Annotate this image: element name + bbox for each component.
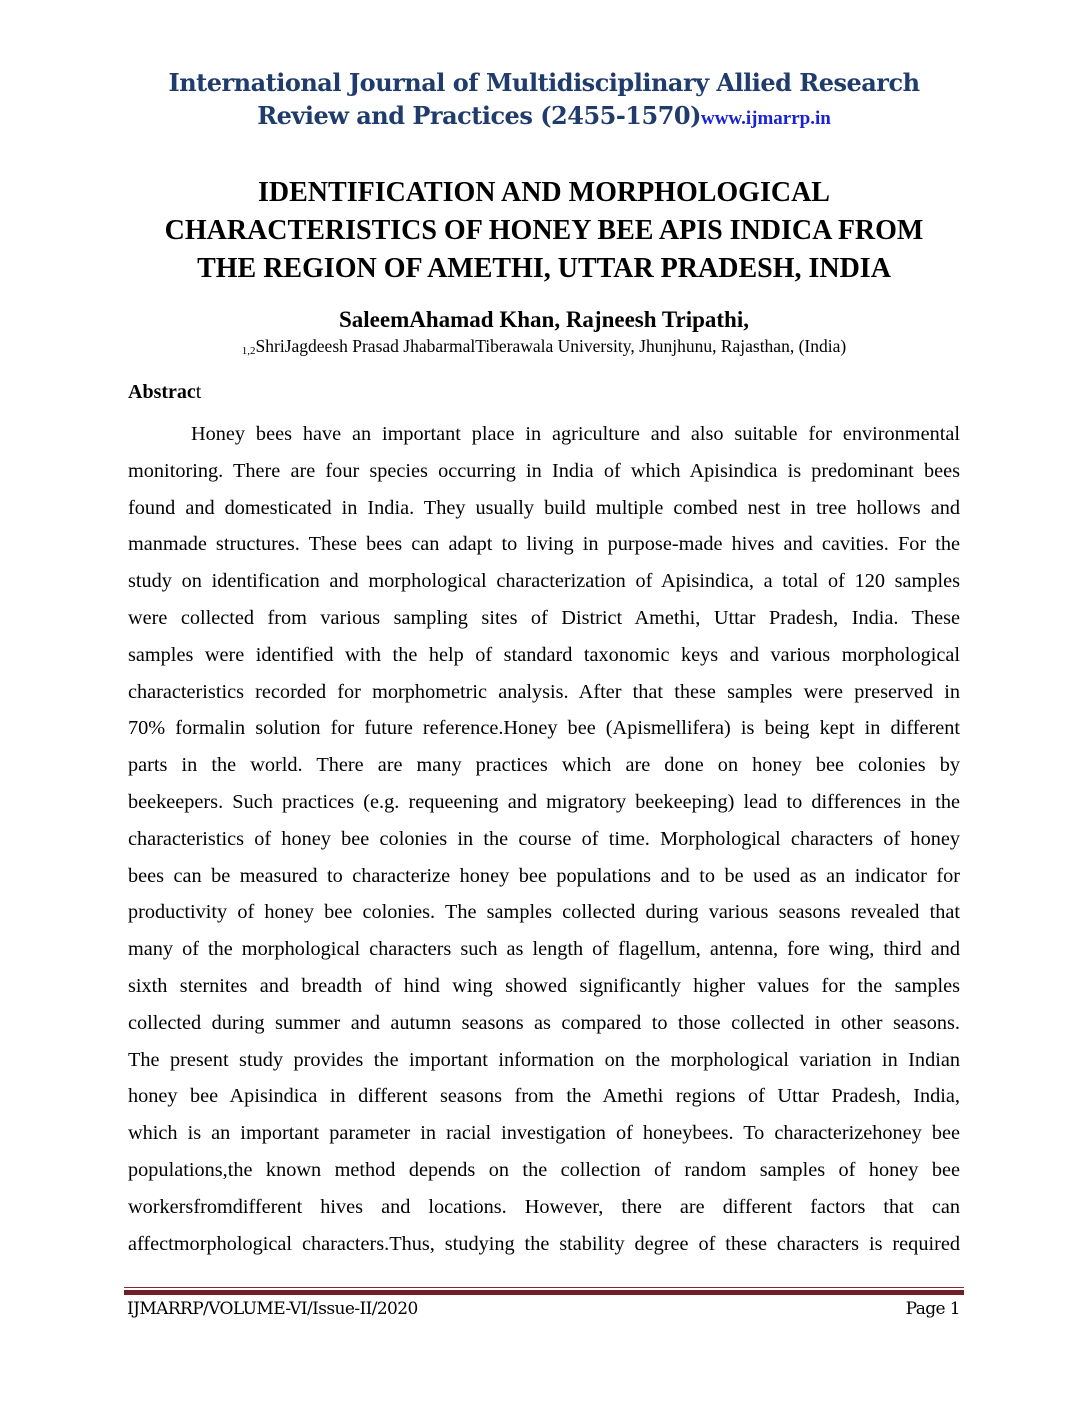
abstract-body xyxy=(128,416,960,1262)
abstract-line: bees can be measured to characterize honey bee populations and to be used as an indicator for xyxy=(128,864,960,887)
abstract-line: found and domesticated in India. They usually build multiple combed nest in tree hollows and xyxy=(128,496,960,519)
abstract-line: parts in the world. There are many practices which are done on honey bee colonies by xyxy=(128,754,960,777)
abstract-line: were collected from various sampling sites of District Amethi, Uttar Pradesh, India. These xyxy=(128,606,960,629)
authors: SaleemAhamad Khan, Rajneesh Tripathi, xyxy=(338,307,749,332)
abstract-line: study on identification and morphological characterization of Apisindica, a total of 120 samples xyxy=(128,570,960,593)
abstract-line: manmade structures. These bees can adapt to living in purpose-made hives and cavities. For the xyxy=(128,533,960,556)
abstract-line: 70% formalin solution for future reference.Honey bee (Apismellifera) is being kept in different xyxy=(128,717,960,740)
paper-title xyxy=(0,174,1088,288)
abstract-line: The present study provides the important information on the morphological variation in Indian xyxy=(128,1048,960,1071)
abstract-line: samples were identified with the help of standard taxonomic keys and various morphological xyxy=(128,643,960,666)
abstract-line: productivity of honey bee colonies. The samples collected during various seasons revealed that xyxy=(128,901,960,924)
affiliation-marker: 1,2 xyxy=(241,345,256,357)
abstract-line: monitoring. There are four species occurring in India of which Apisindica is predominant bees xyxy=(128,459,960,482)
abstract-line: Honey bees have an important place in agriculture and also suitable for environmental xyxy=(191,423,960,445)
abstract-heading-bold: Abstrac xyxy=(128,381,196,403)
abstract-line: populations,the known method depends on the collection of random samples of honey bee xyxy=(128,1158,960,1181)
footer-rule-thin xyxy=(124,1287,964,1288)
abstract-heading-rest: t xyxy=(195,381,202,403)
affiliation-text: ShriJagdeesh Prasad JhabarmalTiberawala University, Jhunjhunu, Rajasthan, (India) xyxy=(255,336,847,356)
footer-page-number: Page 1 xyxy=(905,1299,960,1319)
journal-header xyxy=(0,66,1088,135)
journal-url-link[interactable]: www.ijmarrp.in xyxy=(700,108,831,129)
abstract-line: beekeepers. Such practices (e.g. requeening and migratory beekeeping) lead to differences in the xyxy=(128,790,960,813)
title-line: THE REGION OF AMETHI, UTTAR PRADESH, INDIA xyxy=(197,253,891,284)
abstract-heading xyxy=(128,381,201,404)
abstract-line: honey bee Apisindica in different seasons from the Amethi regions of Uttar Pradesh, India, xyxy=(128,1085,960,1108)
abstract-line: many of the morphological characters such as length of flagellum, antenna, fore wing, third and xyxy=(128,938,960,961)
footer-issue: IJMARRP/VOLUME-VI/Issue-II/2020 xyxy=(127,1299,418,1319)
abstract-line: characteristics recorded for morphometric analysis. After that these samples were preserved in xyxy=(128,680,960,703)
journal-title-line1: International Journal of Multidisciplinary Allied Research xyxy=(168,68,920,97)
footer-rule-thick xyxy=(124,1290,964,1295)
title-line: IDENTIFICATION AND MORPHOLOGICAL xyxy=(258,177,830,208)
abstract-line: collected during summer and autumn seasons as compared to those collected in other seasons. xyxy=(128,1011,960,1034)
title-line: CHARACTERISTICS OF HONEY BEE APIS INDICA FROM xyxy=(164,215,924,246)
abstract-line: workersfromdifferent hives and locations. However, there are different factors that can xyxy=(128,1195,960,1218)
affiliation xyxy=(0,336,1088,357)
abstract-line: sixth sternites and breadth of hind wing showed significantly higher values for the samples xyxy=(128,974,960,997)
abstract-line: affectmorphological characters.Thus, studying the stability degree of these characters is required xyxy=(128,1232,960,1255)
abstract-line: which is an important parameter in racial investigation of honeybees. To characterizehoney bee xyxy=(128,1122,960,1145)
abstract-line: characteristics of honey bee colonies in the course of time. Morphological characters of honey xyxy=(128,827,960,850)
journal-title-line2: Review and Practices (2455-1570) xyxy=(257,101,701,130)
